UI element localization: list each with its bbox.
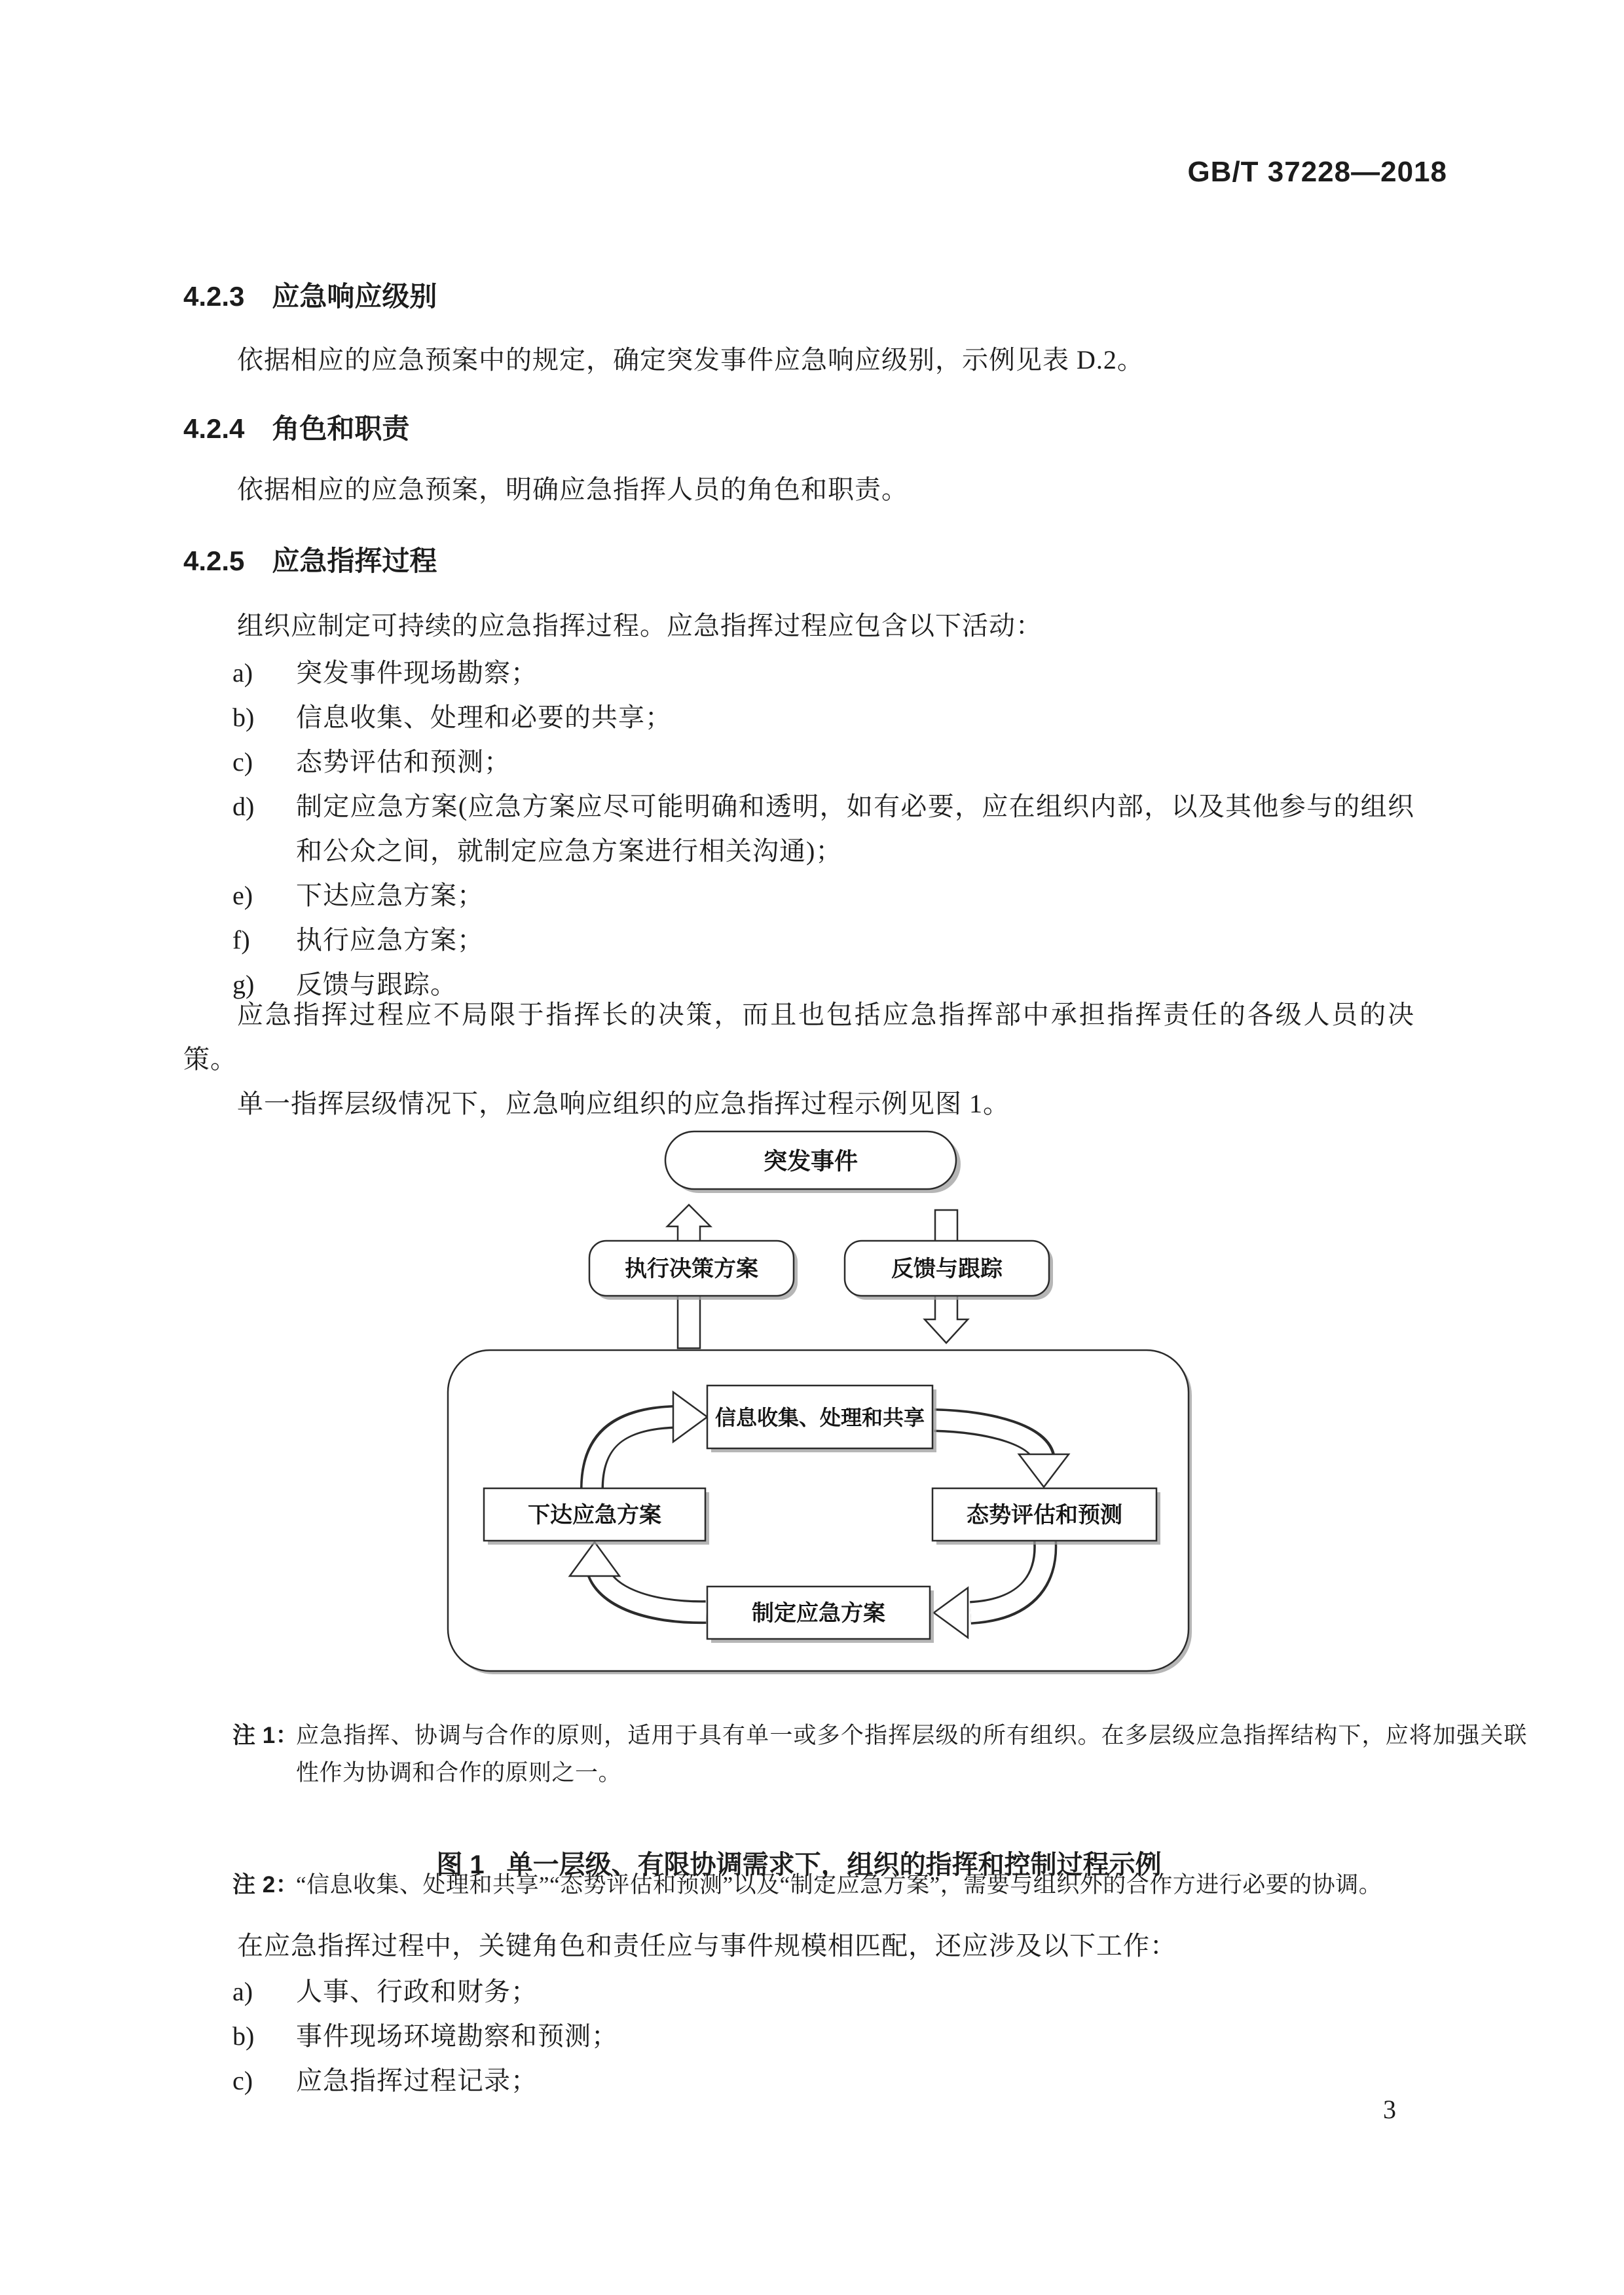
item-text: 态势评估和预测； bbox=[296, 747, 511, 777]
item-text: 人事、行政和财务； bbox=[296, 1977, 538, 2006]
item-text: 事件现场环境勘察和预测； bbox=[296, 2021, 618, 2051]
paragraph-4-2-4: 依据相应的应急预案，明确应急指挥人员的角色和职责。 bbox=[237, 475, 908, 504]
section-heading-4-2-5 bbox=[183, 542, 1414, 580]
section-heading-4-2-3 bbox=[183, 278, 1414, 316]
note-text: 应急指挥、协调与合作的原则，适用于具有单一或多个指挥层级的所有组织。在多层级应急指挥结构下，应将加强关联性作为协调和合作的原则之一。 bbox=[296, 1723, 1527, 1786]
feedback-tracking-label: 反馈与跟踪 bbox=[891, 1257, 1003, 1281]
list-item bbox=[183, 2059, 1414, 2103]
paragraph-figure-ref: 单一指挥层级情况下，应急响应组织的应急指挥过程示例见图 1。 bbox=[237, 1089, 1010, 1118]
section-heading-4-2-4 bbox=[183, 410, 1414, 448]
section-title: 角色和职责 bbox=[272, 413, 410, 444]
item-text: 执行应急方案； bbox=[296, 925, 484, 955]
list-item bbox=[183, 651, 1414, 695]
list-item bbox=[183, 873, 1414, 918]
caption-figure-label: 图 1 bbox=[436, 1850, 485, 1879]
page-number: 3 bbox=[1383, 2095, 1396, 2124]
make-plan-label: 制定应急方案 bbox=[752, 1601, 885, 1626]
list-item bbox=[183, 695, 1414, 740]
activity-list bbox=[183, 651, 1414, 1007]
item-label: d) bbox=[232, 792, 255, 821]
section-number: 4.2.4 bbox=[183, 413, 245, 444]
figure-note-1 bbox=[183, 1717, 1527, 1791]
item-text: 信息收集、处理和必要的共享； bbox=[296, 703, 672, 732]
item-label: a) bbox=[232, 1977, 253, 2006]
list-item bbox=[183, 740, 1414, 784]
paragraph-decision: 应急指挥过程应不局限于指挥长的决策，而且也包括应急指挥部中承担指挥责任的各级人员的决策。 bbox=[183, 1000, 1414, 1074]
caption-text: 单一层级、有限协调需求下，组织的指挥和控制过程示例 bbox=[506, 1850, 1162, 1879]
list-item bbox=[183, 918, 1414, 963]
item-label: c) bbox=[232, 2066, 253, 2095]
list-item bbox=[183, 2014, 1414, 2059]
paragraph-closing-intro: 在应急指挥过程中，关键角色和责任应与事件规模相匹配，还应涉及以下工作： bbox=[237, 1931, 1177, 1960]
item-label: b) bbox=[232, 703, 255, 732]
figure-1-diagram bbox=[0, 1128, 1624, 1678]
info-collection-label: 信息收集、处理和共享 bbox=[714, 1406, 925, 1429]
figure-caption bbox=[183, 1845, 1414, 1884]
section-title: 应急响应级别 bbox=[272, 281, 437, 312]
issue-plan-label: 下达应急方案 bbox=[528, 1503, 661, 1528]
item-text: 下达应急方案； bbox=[296, 881, 484, 910]
item-text: 突发事件现场勘察； bbox=[296, 658, 538, 688]
list-item bbox=[183, 1970, 1414, 2014]
item-text: 制定应急方案(应急方案应尽可能明确和透明，如有必要，应在组织内部，以及其他参与的组织和公众之间，就制定应急方案进行相关沟通)； bbox=[296, 792, 1414, 866]
item-label: c) bbox=[232, 747, 253, 777]
doc-number: GB/T 37228—2018 bbox=[1187, 156, 1447, 188]
item-label: f) bbox=[232, 925, 250, 955]
item-label: a) bbox=[232, 658, 253, 688]
section-number: 4.2.5 bbox=[183, 545, 245, 576]
item-text: 应急指挥过程记录； bbox=[296, 2066, 538, 2095]
closing-list bbox=[183, 1970, 1414, 2103]
assess-forecast-label: 态势评估和预测 bbox=[967, 1503, 1122, 1528]
execute-decision-label: 执行决策方案 bbox=[625, 1257, 758, 1281]
item-text: 反馈与跟踪。 bbox=[296, 970, 457, 999]
item-label: b) bbox=[232, 2021, 255, 2051]
paragraph-4-2-3: 依据相应的应急预案中的规定，确定突发事件应急响应级别，示例见表 D.2。 bbox=[237, 345, 1144, 375]
incident-label: 突发事件 bbox=[763, 1147, 858, 1175]
list-item bbox=[183, 784, 1414, 873]
item-label: g) bbox=[232, 970, 255, 999]
note-label: 注 2： bbox=[232, 1872, 299, 1898]
section-title: 应急指挥过程 bbox=[272, 545, 437, 576]
paragraph-4-2-5-intro: 组织应制定可持续的应急指挥过程。应急指挥过程应包含以下活动： bbox=[237, 611, 1043, 640]
item-label: e) bbox=[232, 881, 253, 910]
note-label: 注 1： bbox=[232, 1723, 299, 1748]
section-number: 4.2.3 bbox=[183, 281, 245, 312]
note-text: “信息收集、处理和共享”“态势评估和预测”以及“制定应急方案”，需要与组织外的合作方进行必要的协调。 bbox=[296, 1872, 1382, 1898]
